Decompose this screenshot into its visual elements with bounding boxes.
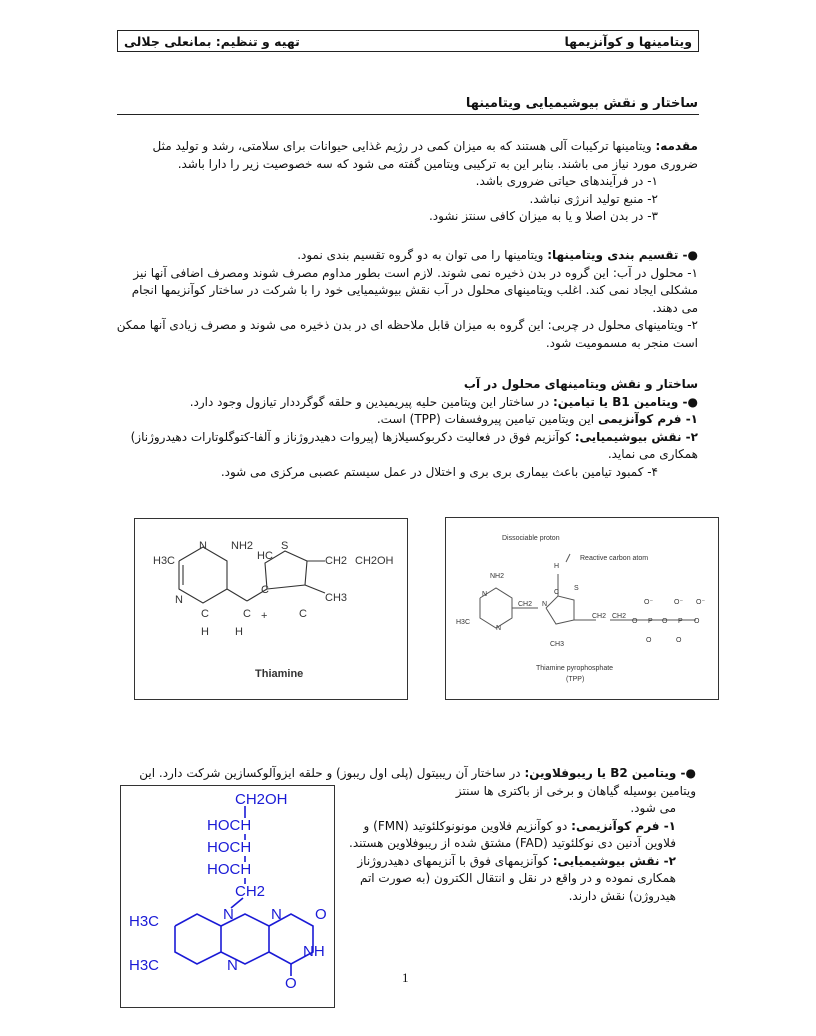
classification-label: ●- تقسیم بندی ویتامینها: <box>547 248 698 262</box>
tpp-label: N <box>542 601 548 608</box>
tpp-label: CH2 <box>612 613 627 620</box>
tpp-label: H3C <box>456 619 471 626</box>
classification-block <box>114 247 698 352</box>
tpp-label: P <box>678 618 683 625</box>
thiamine-label: C <box>243 608 251 620</box>
b1-coenzyme-label: ۱- فرم کوآنزیمی <box>597 412 698 426</box>
thiamine-label: CH3 <box>325 592 348 604</box>
tpp-label: O <box>646 637 652 644</box>
tpp-label: S <box>574 585 579 592</box>
b2-role-label: ۲- نقش بیوشیمیایی: <box>552 853 676 868</box>
intro-item: ۱- در فرآیندهای حیاتی ضروری باشد. <box>475 174 658 188</box>
header-title: ویتامینها و کوآنزیمها <box>564 33 692 49</box>
b2-role-text: کوآنزیمهای فوق با آنزیمهای دهیدروژناز همکاری نموده و در واقع در نقل و انتقال الکترون (به صورت اتم هیدروژن) نقش دارند. <box>357 853 676 903</box>
thiamine-label: CH2OH <box>355 555 394 567</box>
tpp-label: O <box>632 618 638 625</box>
tpp-structure <box>446 518 718 699</box>
tpp-caption1: Thiamine pyrophosphate <box>536 665 614 672</box>
thiamine-label: C <box>261 584 269 596</box>
thiamine-label: H <box>201 626 209 638</box>
tpp-label: O <box>694 618 700 625</box>
intro-label: مقدمه: <box>655 139 698 153</box>
riboflavin-label: N <box>271 906 282 923</box>
riboflavin-structure <box>121 786 334 1007</box>
classification-p1: ۱- محلول در آب: این گروه در بدن ذخیره نمی شوند. لازم است بطور مداوم مصرف شوند ومصرف اضافی آنها نیز مشکلی ایجاد نمی کند. اغلب ویتامینهای محلول در آب نقش بیوشیمیایی خود را با شرکت در ساختار کوآنزیمها انجام می دهند. <box>131 265 698 315</box>
tpp-label: O⁻ <box>674 599 684 606</box>
riboflavin-label: H3C <box>129 957 160 974</box>
riboflavin-label: NH <box>303 943 325 960</box>
tpp-reactive-label: Reactive carbon atom <box>580 555 649 562</box>
riboflavin-label: O <box>315 906 327 923</box>
tpp-label: O <box>676 637 682 644</box>
tpp-label: CH2 <box>518 601 533 608</box>
tpp-label: CH2 <box>592 613 607 620</box>
riboflavin-label: HOCH <box>207 839 252 856</box>
water-soluble-title: ساختار و نقش ویتامینهای محلول در آب <box>463 377 698 391</box>
tpp-label: N <box>496 625 502 632</box>
thiamine-label: NH2 <box>231 540 254 552</box>
b2-coenzyme-label: ۱- فرم کوآنزیمی: <box>571 818 676 833</box>
intro-item: ۳- در بدن اصلا و یا به میزان کافی سنتز نشود. <box>428 209 658 223</box>
thiamine-label: N <box>175 594 183 606</box>
riboflavin-label: H3C <box>129 913 160 930</box>
thiamine-label: H3C <box>153 555 176 567</box>
riboflavin-label: CH2 <box>235 883 266 900</box>
thiamine-structure <box>135 519 407 699</box>
tpp-dissociable-label: Dissociable proton <box>502 535 560 542</box>
tpp-label: O⁻ <box>644 599 654 606</box>
riboflavin-label: O <box>285 975 297 992</box>
b1-label: ●- ویتامین B1 یا تیامین: <box>552 394 698 409</box>
b2-coenzyme-text: دو کوآنزیم فلاوین مونونوکلئوتید (FMN) و فلاوین آدنین دی نوکلئوتید (FAD) مشتق شده از ریبوفلاوین هستند. <box>349 818 676 850</box>
tpp-figure <box>445 517 719 700</box>
thiamine-figure <box>134 518 408 700</box>
riboflavin-label: HOCH <box>207 861 252 878</box>
intro-block <box>114 138 698 226</box>
classification-text: ویتامینها را می توان به دو گروه تقسیم بندی نمود. <box>297 248 548 262</box>
thiamine-label: C <box>299 608 307 620</box>
riboflavin-label: N <box>227 957 238 974</box>
title-divider <box>117 114 699 115</box>
thiamine-label: C <box>201 608 209 620</box>
tpp-label: H <box>554 563 560 570</box>
thiamine-caption: Thiamine <box>255 668 304 680</box>
riboflavin-label: CH2OH <box>235 791 288 808</box>
tpp-label: CH3 <box>550 641 565 648</box>
thiamine-label: H <box>235 626 243 638</box>
b1-coenzyme-text: این ویتامین تیامین پیروفسفات (TPP) است. <box>376 412 598 426</box>
b1-role-text: کوآنزیم فوق در فعالیت دکربوکسیلازها (پیروات دهیدروژناز و آلفا-کتوگلوتارات دهیدروژناز) همکاری می نماید. <box>130 429 698 461</box>
b1-deficiency: ۴- کمبود تیامین باعث بیماری بری بری و اختلال در عمل سیستم عصبی مرکزی می شود. <box>220 464 658 479</box>
intro-text: ویتامینها ترکیبات آلی هستند که به میزان کمی در رژیم غذایی حیوانات برای سلامتی، رشد و تولید مثل ضروری مورد نیاز می باشند. بنابر این به ترکیبی ویتامین گفته می شود که سه خصوصیت زیر را دارا باشد. <box>152 139 698 171</box>
tpp-label: O⁻ <box>696 599 706 606</box>
riboflavin-label: HOCH <box>207 817 252 834</box>
b2-text2: می شود. <box>630 801 676 815</box>
header-author: تهیه و تنظیم: بمانعلی جلالی <box>124 33 300 49</box>
water-soluble-block <box>114 376 698 481</box>
section-title: ساختار و نقش بیوشیمیایی ویتامینها <box>465 96 698 111</box>
thiamine-label: + <box>261 610 268 622</box>
thiamine-label: N <box>199 540 207 552</box>
b2-label: ●- ویتامین B2 یا ریبوفلاوین: <box>524 766 696 780</box>
thiamine-label: S <box>281 540 289 552</box>
intro-item: ۲- منبع تولید انرژی نباشد. <box>529 191 658 206</box>
b1-role-label: ۲- نقش بیوشیمیایی: <box>574 429 698 444</box>
riboflavin-label: N <box>223 906 234 923</box>
b1-text: در ساختار این ویتامین حلیه پیریمیدین و حلقه گوگرددار تیازول وجود دارد. <box>189 394 553 409</box>
riboflavin-figure <box>120 785 335 1008</box>
tpp-label: NH2 <box>490 573 505 580</box>
tpp-label: C <box>554 589 560 596</box>
tpp-label: N <box>482 591 488 598</box>
page-header <box>117 30 699 52</box>
classification-p2: ۲- ویتامینهای محلول در چربی: این گروه به میزان قابل ملاحظه ای در بدن ذخیره می شوند و مصرف زیادی آنها ممکن است منجر به مسمومیت شود. <box>116 318 698 350</box>
tpp-label: O <box>662 618 668 625</box>
thiamine-label: HC <box>257 550 273 562</box>
page-number: 1 <box>402 970 409 985</box>
b2-text: در ساختار آن ریبیتول (پلی اول ریبوز) و حلقه ایزوآلوکسازین شرکت دارد. این ویتامین بوسیله گیاهان و برخی از باکتری ها سنتز <box>139 766 696 798</box>
tpp-label: P <box>648 618 653 625</box>
tpp-caption2: (TPP) <box>566 676 585 683</box>
thiamine-label: CH2 <box>325 555 348 567</box>
b2-details <box>346 800 676 905</box>
